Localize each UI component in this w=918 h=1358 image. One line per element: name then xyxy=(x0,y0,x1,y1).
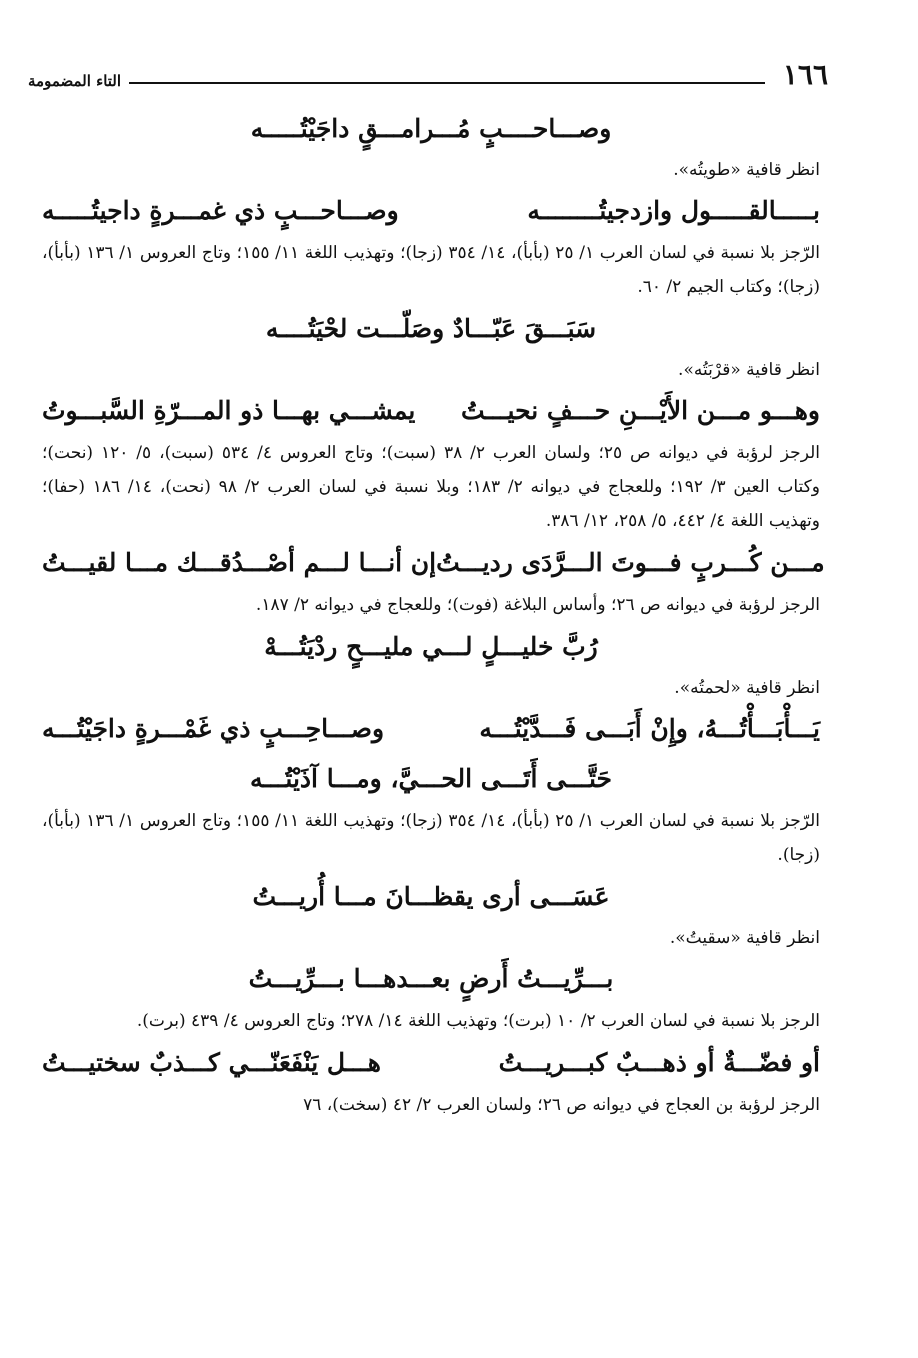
page-header xyxy=(28,58,828,92)
verse-first-hemistich: يمشـــي بهـــا ذو المـــرّةِ السَّبـــوتُ xyxy=(42,396,416,425)
verse-line xyxy=(42,386,820,436)
verse-second-hemistich: بـــــالقـــــول وازدجيتُــــــــه xyxy=(527,196,820,225)
verse-hemistich: حَتَّـــى أَتَـــى الحـــيَّ، ومـــا آذَيْتُـــه xyxy=(250,764,612,793)
verse-line xyxy=(42,704,820,754)
verse-line xyxy=(42,954,820,1004)
verse-line xyxy=(42,186,820,236)
verse-line xyxy=(42,304,820,354)
verse-second-hemistich: مـــن كُـــربٍ فـــوتَ الـــرَّدَى رديـــتُ xyxy=(436,548,825,577)
verse-line xyxy=(42,1038,820,1088)
verse-second-hemistich: وهـــو مـــن الأَيْـــنِ حـــفٍ نحيـــتُ xyxy=(461,396,820,425)
source-note: الرجز لرؤبة بن العجاج في ديوانه ص ٢٦؛ ولسان العرب ٢/ ٤٢ (سخت)، ٧٦ xyxy=(303,1095,820,1115)
source-note: الرّجز بلا نسبة في لسان العرب ١/ ٢٥ (بأبأ)، ١٤/ ٣٥٤ (زجا)؛ وتهذيب اللغة ١١/ ١٥٥؛ وتاج العروس ١/ ١٣٦ (بأبأ)، (زجا). xyxy=(42,811,820,865)
cross-reference: انظر قافية «قرْبَتُه». xyxy=(678,360,820,380)
verse-first-hemistich: وصـــاحـــبٍ ذي غمـــرةٍ داجيتُـــــه xyxy=(42,196,399,225)
verse-first-hemistich: هـــل يَنْفَعَنّـــي كـــذبٌ سختيـــتُ xyxy=(42,1048,381,1077)
cross-reference: انظر قافية «لحمتُه». xyxy=(674,678,820,698)
running-title: التاء المضمومة xyxy=(28,72,122,90)
page-number: ١٦٦ xyxy=(782,58,828,91)
source-note: الرّجز بلا نسبة في لسان العرب ١/ ٢٥ (بأبأ)، ١٤/ ٣٥٤ (زجا)؛ وتهذيب اللغة ١١/ ١٥٥؛ وتاج العروس ١/ ١٣٦ (بأبأ)، (زجا)؛ وكتاب الجيم ٢/ ٦٠. xyxy=(42,243,820,297)
verse-hemistich: عَسَـــى أرى يقظـــانَ مـــا أُريـــتُ xyxy=(252,882,610,911)
verse-second-hemistich: أو فضّـــةٌ أو ذهـــبٌ كبـــريـــتُ xyxy=(498,1048,820,1077)
verse-line xyxy=(42,872,820,922)
verse-hemistich: وصـــاحــــبٍ مُـــرامـــقٍ داجَيْتُـــــه xyxy=(250,114,612,143)
cross-reference: انظر قافية «طويتُه». xyxy=(673,160,820,180)
verse-line xyxy=(42,754,820,804)
page-body xyxy=(42,104,825,1122)
source-note: الرجز بلا نسبة في لسان العرب ٢/ ١٠ (برت)؛ وتهذيب اللغة ١٤/ ٢٧٨؛ وتاج العروس ٤/ ٤٣٩ (برت). xyxy=(136,1011,820,1031)
verse-hemistich: بـــرِّيـــتُ أَرضٍ بعـــدهـــا بـــرِّيـــتُ xyxy=(248,964,614,993)
verse-hemistich: سَبَـــقَ عَبّـــادٌ وصَلّـــت لحْيَتُــــه xyxy=(265,314,597,343)
verse-hemistich: رُبَّ خليـــلٍ لـــي مليـــحٍ ردْيَتُـــهْ xyxy=(264,632,598,661)
verse-line xyxy=(42,104,820,154)
source-note: الرجز لرؤبة في ديوانه ص ٢٦؛ وأساس البلاغة (فوت)؛ وللعجاج في ديوانه ٢/ ١٨٧. xyxy=(255,595,820,615)
source-note: الرجز لرؤبة في ديوانه ص ٢٥؛ ولسان العرب ٢/ ٣٨ (سبت)؛ وتاج العروس ٤/ ٥٣٤ (سبت)، ٥/ ١٢٠ (نحت)؛ وكتاب العين ٣/ ١٩٢؛ وللعجاج في ديوانه ٢/ ١٨٣؛ وبلا نسبة في لسان العرب ٢/ ٩٨ (نحت)، ١٤/ ١٨٦ (حفا)؛ وتهذيب اللغة ٤/ ٤٤٢، ٥/ ٢٥٨، ١٢/ ٣٨٦. xyxy=(42,443,820,531)
verse-second-hemistich: يَـــأْبَـــأْتُـــهُ، وإِنْ أَبَـــى فَـــدَّيْتُـــه xyxy=(479,714,820,743)
header-rule xyxy=(129,82,765,84)
cross-reference: انظر قافية «سقيتُ». xyxy=(669,928,820,948)
verse-line xyxy=(42,538,825,588)
verse-first-hemistich: وصـــاحِـــبٍ ذي غَمْـــرةٍ داجَيْتُـــه xyxy=(42,714,385,743)
verse-first-hemistich: إن أنـــا لـــم أصْـــدُقـــك مـــا لقيـــتُ xyxy=(42,548,437,577)
verse-line xyxy=(42,622,820,672)
